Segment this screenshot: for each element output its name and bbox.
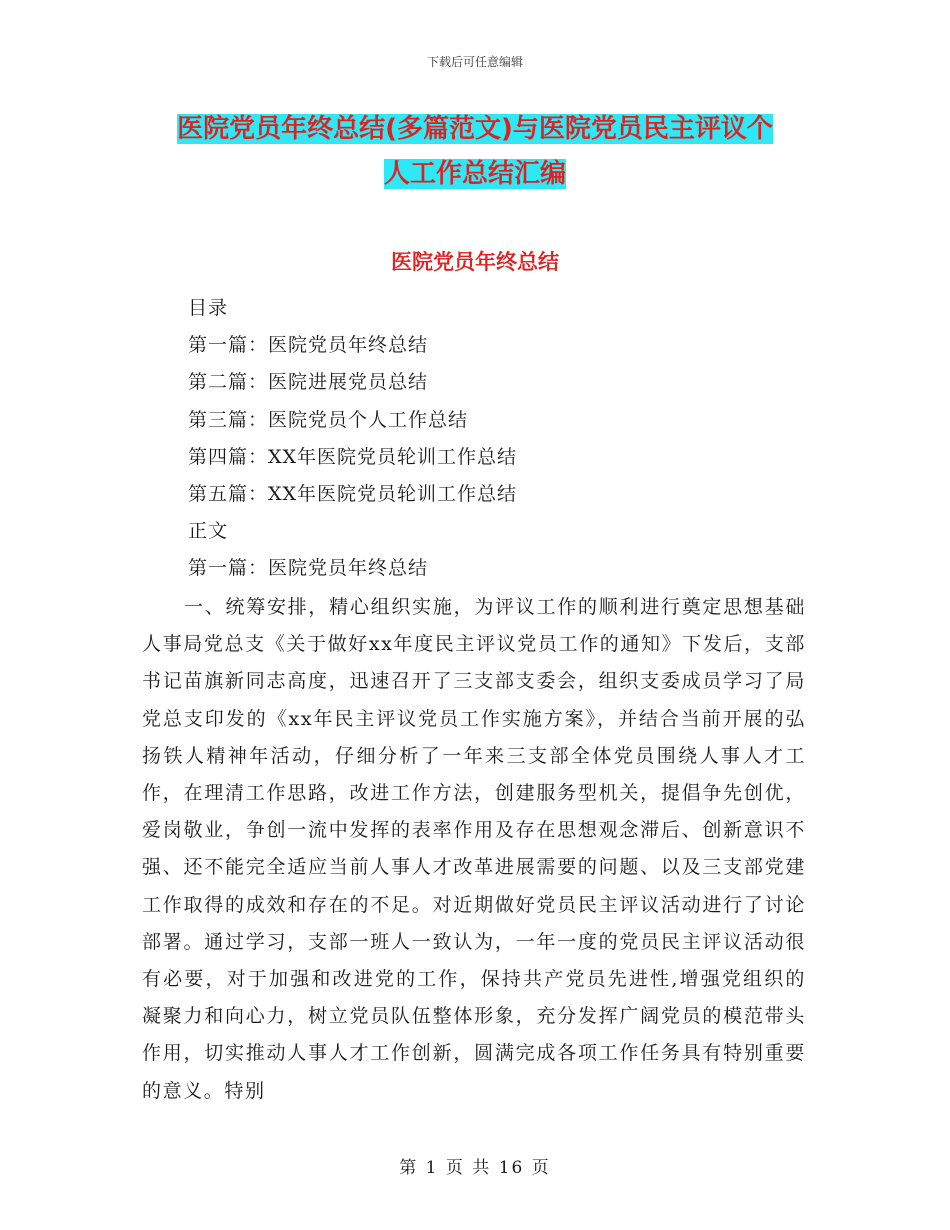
toc-item: 第四篇：XX年医院党员轮训工作总结 xyxy=(188,445,518,468)
toc-item: 第五篇：XX年医院党员轮训工作总结 xyxy=(188,483,518,506)
header-note: 下载后可任意编辑 xyxy=(426,55,523,69)
document-title xyxy=(140,107,810,197)
toc-item: 第三篇：医院党员个人工作总结 xyxy=(188,408,469,431)
document-title-line-1: 医院党员年终总结(多篇范文)与医院党员民主评议个 xyxy=(177,114,773,144)
page-number: 第 1 页 共 16 页 xyxy=(399,1158,551,1178)
document-title-line-2: 人工作总结汇编 xyxy=(383,159,566,189)
toc-item: 第一篇：医院党员年终总结 xyxy=(188,334,429,357)
chapter-heading: 第一篇：医院党员年终总结 xyxy=(188,557,429,580)
body-paragraph: 一、统筹安排，精心组织实施，为评议工作的顺利进行奠定思想基础人事局党总支《关于做好xx年度民主评议党员工作的通知》下发后，支部书记苗旗新同志高度，迅速召开了三支部支委会，组织支委成员学习了局党总支印发的《xx年民主评议党员工作实施方案》，并结合当前开展的弘扬铁人精神年活动，仔细分析了一年来三支部全体党员围绕人事人才工作，在理清工作思路，改进工作方法，创建服务型机关，提倡争先创优，爱岗敬业，争创一流中发挥的表率作用及存在思想观念滞后、创新意识不强、还不能完全适应当前人事人才改革进展需要的问题、以及三支部党建工作取得的成效和存在的不足。对近期做好党员民主评议活动进行了讨论部署。通过学习，支部一班人一致认为，一年一度的党员民主评议活动很有必要，对于加强和改进党的工作，保持共产党员先进性,增强党组织的凝聚力和向心力，树立党员队伍整体形象，充分发挥广阔党员的模范带头作用，切实推动人事人才工作创新，圆满完成各项工作任务具有特别重要的意义。特别 xyxy=(142,596,806,1102)
section-title: 医院党员年终总结 xyxy=(391,250,559,274)
table-of-contents xyxy=(188,290,828,588)
toc-item: 第二篇：医院进展党员总结 xyxy=(188,371,429,394)
toc-heading: 目录 xyxy=(188,297,229,319)
body-heading: 正文 xyxy=(188,520,229,543)
